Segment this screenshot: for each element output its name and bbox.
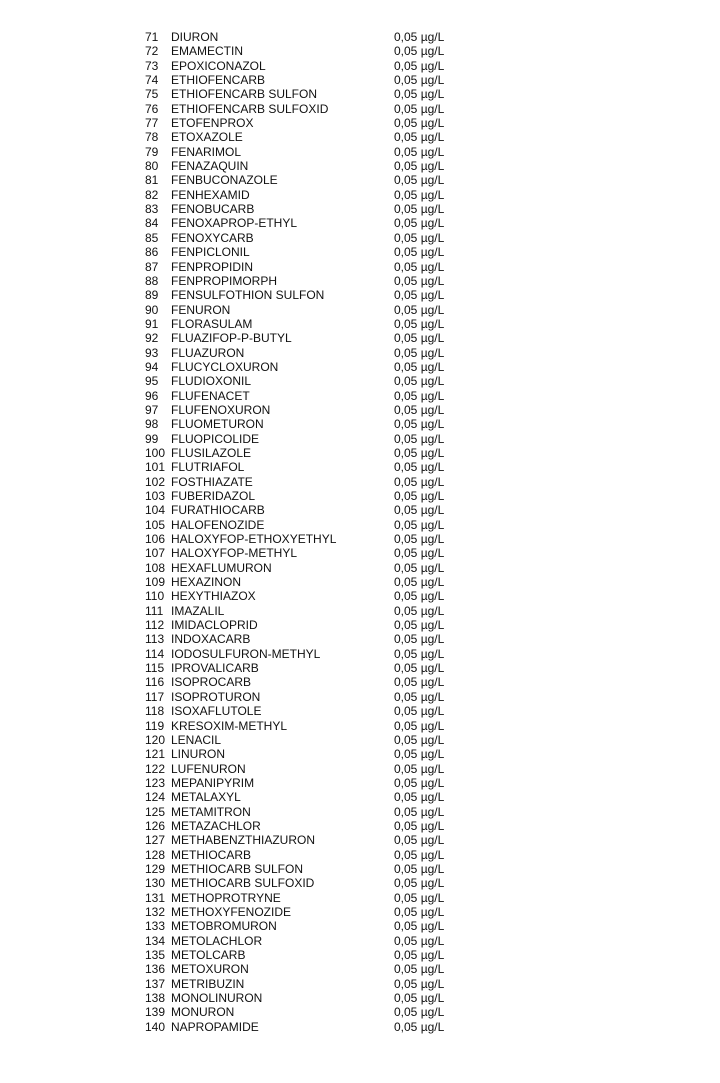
list-item — [145, 833, 475, 847]
limit-value: 0,05 µg/L — [394, 503, 445, 518]
substance-name: FENOXYCARB — [171, 230, 254, 245]
substance-name: KRESOXIM-METHYL — [171, 718, 288, 733]
substance-name: LENACIL — [171, 732, 222, 747]
list-item — [145, 934, 475, 948]
limit-value: 0,05 µg/L — [394, 1005, 445, 1020]
list-item — [145, 59, 475, 73]
list-item — [145, 432, 475, 446]
list-item — [145, 589, 475, 603]
row-number: 78 — [145, 130, 159, 145]
list-item — [145, 876, 475, 890]
limit-value: 0,05 µg/L — [394, 718, 445, 733]
substance-name: ETHIOFENCARB — [171, 73, 266, 88]
list-item — [145, 460, 475, 474]
row-number: 112 — [145, 618, 165, 633]
row-number: 81 — [145, 173, 159, 188]
substance-name: METHIOCARB SULFON — [171, 861, 304, 876]
list-item — [145, 561, 475, 575]
substance-name: FLORASULAM — [171, 316, 253, 331]
limit-value: 0,05 µg/L — [394, 589, 445, 604]
substance-name: ISOPROCARB — [171, 675, 252, 690]
substance-name: ETOXAZOLE — [171, 130, 243, 145]
limit-value: 0,05 µg/L — [394, 144, 445, 159]
substance-name: FLUDIOXONIL — [171, 374, 252, 389]
row-number: 72 — [145, 44, 159, 59]
substance-name: METOLACHLOR — [171, 933, 263, 948]
row-number: 93 — [145, 345, 159, 360]
row-number: 110 — [145, 589, 165, 604]
limit-value: 0,05 µg/L — [394, 603, 445, 618]
limit-value: 0,05 µg/L — [394, 173, 445, 188]
row-number: 130 — [145, 876, 166, 891]
substance-name: FENHEXAMID — [171, 187, 250, 202]
limit-value: 0,05 µg/L — [394, 833, 445, 848]
substance-name: MONURON — [171, 1005, 235, 1020]
row-number: 138 — [145, 991, 166, 1006]
substance-name: FENOXAPROP-ETHYL — [171, 216, 298, 231]
substance-name: FURATHIOCARB — [171, 503, 265, 518]
row-number: 83 — [145, 202, 159, 217]
row-number: 111 — [145, 603, 164, 618]
limit-value: 0,05 µg/L — [394, 933, 445, 948]
limit-value: 0,05 µg/L — [394, 632, 445, 647]
substance-name: FLUOMETURON — [171, 417, 264, 432]
limit-value: 0,05 µg/L — [394, 618, 445, 633]
row-number: 124 — [145, 790, 166, 805]
row-number: 120 — [145, 732, 166, 747]
row-number: 79 — [145, 144, 159, 159]
limit-value: 0,05 µg/L — [394, 259, 445, 274]
list-item — [145, 632, 475, 646]
list-item — [145, 503, 475, 517]
list-item — [145, 360, 475, 374]
row-number: 101 — [145, 460, 166, 475]
list-item — [145, 919, 475, 933]
substance-name: MEPANIPYRIM — [171, 775, 255, 790]
row-number: 71 — [145, 30, 159, 44]
substance-name: EMAMECTIN — [171, 44, 243, 59]
row-number: 116 — [145, 675, 165, 690]
substance-name: FENPICLONIL — [171, 245, 250, 260]
limit-value: 0,05 µg/L — [394, 302, 445, 317]
list-item — [145, 704, 475, 718]
row-number: 126 — [145, 818, 166, 833]
limit-value: 0,05 µg/L — [394, 861, 445, 876]
row-number: 140 — [145, 1019, 166, 1034]
row-number: 84 — [145, 216, 159, 231]
row-number: 105 — [145, 517, 166, 532]
substance-name: FENAZAQUIN — [171, 159, 249, 174]
substance-name: METOXURON — [171, 962, 249, 977]
substance-name: ETHIOFENCARB SULFOXID — [171, 101, 329, 116]
substance-name: FLUFENACET — [171, 388, 250, 403]
list-item — [145, 546, 475, 560]
list-item — [145, 747, 475, 761]
substance-name: FENPROPIDIN — [171, 259, 254, 274]
list-item — [145, 130, 475, 144]
list-item — [145, 173, 475, 187]
row-number: 91 — [145, 316, 159, 331]
limit-value: 0,05 µg/L — [394, 202, 445, 217]
list-item — [145, 116, 475, 130]
row-number: 132 — [145, 904, 166, 919]
limit-value: 0,05 µg/L — [394, 73, 445, 88]
row-number: 89 — [145, 288, 159, 303]
limit-value: 0,05 µg/L — [394, 417, 445, 432]
limit-value: 0,05 µg/L — [394, 675, 445, 690]
list-item — [145, 675, 475, 689]
row-number: 115 — [145, 661, 165, 676]
row-number: 113 — [145, 632, 165, 647]
limit-value: 0,05 µg/L — [394, 646, 445, 661]
limit-value: 0,05 µg/L — [394, 316, 445, 331]
row-number: 118 — [145, 704, 165, 719]
list-item — [145, 389, 475, 403]
limit-value: 0,05 µg/L — [394, 474, 445, 489]
list-item — [145, 977, 475, 991]
list-item — [145, 891, 475, 905]
limit-value: 0,05 µg/L — [394, 388, 445, 403]
list-item — [145, 905, 475, 919]
limit-value: 0,05 µg/L — [394, 689, 445, 704]
list-item — [145, 575, 475, 589]
limit-value: 0,05 µg/L — [394, 116, 445, 131]
limit-value: 0,05 µg/L — [394, 546, 445, 561]
substance-name: FENURON — [171, 302, 231, 317]
limit-value: 0,05 µg/L — [394, 460, 445, 475]
row-number: 74 — [145, 73, 159, 88]
list-item — [145, 216, 475, 230]
row-number: 88 — [145, 273, 159, 288]
limit-value: 0,05 µg/L — [394, 962, 445, 977]
limit-value: 0,05 µg/L — [394, 517, 445, 532]
substance-name: FLUAZIFOP-P-BUTYL — [171, 331, 292, 346]
row-number: 123 — [145, 775, 166, 790]
list-item — [145, 231, 475, 245]
substance-name: FLUOPICOLIDE — [171, 431, 260, 446]
substance-name: METOBROMURON — [171, 919, 277, 934]
substance-name: HEXYTHIAZOX — [171, 589, 256, 604]
limit-value: 0,05 µg/L — [394, 445, 445, 460]
list-item — [145, 274, 475, 288]
row-number: 131 — [145, 890, 166, 905]
limit-value: 0,05 µg/L — [394, 876, 445, 891]
substance-name: HEXAFLUMURON — [171, 560, 272, 575]
limit-value: 0,05 µg/L — [394, 230, 445, 245]
row-number: 128 — [145, 847, 166, 862]
row-number: 114 — [145, 646, 165, 661]
row-number: 87 — [145, 259, 159, 274]
list-item — [145, 862, 475, 876]
row-number: 77 — [145, 116, 159, 131]
substance-name: FENARIMOL — [171, 144, 242, 159]
limit-value: 0,05 µg/L — [394, 101, 445, 116]
row-number: 135 — [145, 948, 166, 962]
limit-value: 0,05 µg/L — [394, 359, 445, 374]
limit-value: 0,05 µg/L — [394, 30, 445, 44]
list-item — [145, 776, 475, 790]
list-item — [145, 446, 475, 460]
limit-value: 0,05 µg/L — [394, 402, 445, 417]
substance-name: METOLCARB — [171, 948, 246, 962]
substance-name: METHIOCARB SULFOXID — [171, 876, 315, 891]
row-number: 90 — [145, 302, 159, 317]
limit-value: 0,05 µg/L — [394, 58, 445, 73]
row-number: 99 — [145, 431, 159, 446]
limit-value: 0,05 µg/L — [394, 976, 445, 991]
list-item — [145, 1005, 475, 1019]
limit-value: 0,05 µg/L — [394, 159, 445, 174]
limit-value: 0,05 µg/L — [394, 245, 445, 260]
substance-name: ISOPROTURON — [171, 689, 261, 704]
list-item — [145, 188, 475, 202]
limit-value: 0,05 µg/L — [394, 560, 445, 575]
list-item — [145, 87, 475, 101]
limit-value: 0,05 µg/L — [394, 532, 445, 547]
limit-value: 0,05 µg/L — [394, 775, 445, 790]
limit-value: 0,05 µg/L — [394, 374, 445, 389]
row-number: 102 — [145, 474, 166, 489]
row-number: 109 — [145, 575, 166, 590]
list-item — [145, 303, 475, 317]
limit-value: 0,05 µg/L — [394, 904, 445, 919]
list-item — [145, 202, 475, 216]
list-item — [145, 331, 475, 345]
row-number: 104 — [145, 503, 166, 518]
row-number: 96 — [145, 388, 159, 403]
substance-name: ETHIOFENCARB SULFON — [171, 87, 318, 102]
substance-name: FENSULFOTHION SULFON — [171, 288, 325, 303]
substance-name: METHABENZTHIAZURON — [171, 833, 315, 848]
row-number: 122 — [145, 761, 166, 776]
row-number: 85 — [145, 230, 159, 245]
row-number: 137 — [145, 976, 166, 991]
substance-name: METHOXYFENOZIDE — [171, 904, 292, 919]
limit-value: 0,05 µg/L — [394, 288, 445, 303]
row-number: 136 — [145, 962, 166, 977]
list-item — [145, 762, 475, 776]
substance-name: DIURON — [171, 30, 219, 44]
limit-value: 0,05 µg/L — [394, 804, 445, 819]
limit-value: 0,05 µg/L — [394, 431, 445, 446]
limit-value: 0,05 µg/L — [394, 704, 445, 719]
list-item — [145, 346, 475, 360]
limit-value: 0,05 µg/L — [394, 273, 445, 288]
limit-value: 0,05 µg/L — [394, 818, 445, 833]
substance-name: ETOFENPROX — [171, 116, 254, 131]
list-item — [145, 30, 475, 44]
substance-name: INDOXACARB — [171, 632, 251, 647]
row-number: 75 — [145, 87, 159, 102]
row-number: 98 — [145, 417, 159, 432]
row-number: 76 — [145, 101, 159, 116]
substance-name: FLUFENOXURON — [171, 402, 271, 417]
row-number: 94 — [145, 359, 159, 374]
list-item — [145, 848, 475, 862]
substance-name: EPOXICONAZOL — [171, 58, 266, 73]
row-number: 103 — [145, 489, 166, 503]
limit-value: 0,05 µg/L — [394, 331, 445, 346]
list-item — [145, 661, 475, 675]
list-item — [145, 962, 475, 976]
list-item — [145, 489, 475, 503]
row-number: 86 — [145, 245, 159, 260]
substance-name: IMAZALIL — [171, 603, 225, 618]
list-item — [145, 719, 475, 733]
row-number: 127 — [145, 833, 166, 848]
limit-value: 0,05 µg/L — [394, 489, 445, 503]
list-item — [145, 73, 475, 87]
list-item — [145, 1020, 475, 1034]
substance-name: METAMITRON — [171, 804, 251, 819]
list-item — [145, 245, 475, 259]
list-item — [145, 805, 475, 819]
row-number: 92 — [145, 331, 159, 346]
substance-name: FENBUCONAZOLE — [171, 173, 278, 188]
substance-name: METHIOCARB — [171, 847, 252, 862]
substance-list — [145, 30, 475, 1034]
list-item — [145, 403, 475, 417]
row-number: 108 — [145, 560, 166, 575]
limit-value: 0,05 µg/L — [394, 847, 445, 862]
row-number: 139 — [145, 1005, 166, 1020]
limit-value: 0,05 µg/L — [394, 747, 445, 762]
limit-value: 0,05 µg/L — [394, 790, 445, 805]
list-item — [145, 733, 475, 747]
list-item — [145, 417, 475, 431]
list-item — [145, 44, 475, 58]
substance-name: FENPROPIMORPH — [171, 273, 278, 288]
substance-name: FUBERIDAZOL — [171, 489, 256, 503]
substance-name: FLUCYCLOXURON — [171, 359, 279, 374]
row-number: 107 — [145, 546, 166, 561]
row-number: 129 — [145, 861, 166, 876]
substance-name: METALAXYL — [171, 790, 241, 805]
limit-value: 0,05 µg/L — [394, 732, 445, 747]
substance-name: IPROVALICARB — [171, 661, 259, 676]
limit-value: 0,05 µg/L — [394, 761, 445, 776]
list-item — [145, 102, 475, 116]
substance-name: METRIBUZIN — [171, 976, 245, 991]
list-item — [145, 374, 475, 388]
row-number: 117 — [145, 689, 165, 704]
row-number: 133 — [145, 919, 166, 934]
substance-name: MONOLINURON — [171, 991, 263, 1006]
row-number: 119 — [145, 718, 165, 733]
list-item — [145, 475, 475, 489]
row-number: 73 — [145, 58, 159, 73]
list-item — [145, 604, 475, 618]
row-number: 106 — [145, 532, 166, 547]
row-number: 95 — [145, 374, 159, 389]
substance-name: METAZACHLOR — [171, 818, 261, 833]
limit-value: 0,05 µg/L — [394, 187, 445, 202]
limit-value: 0,05 µg/L — [394, 919, 445, 934]
substance-name: HEXAZINON — [171, 575, 242, 590]
limit-value: 0,05 µg/L — [394, 991, 445, 1006]
row-number: 100 — [145, 445, 166, 460]
limit-value: 0,05 µg/L — [394, 345, 445, 360]
substance-name: LUFENURON — [171, 761, 246, 776]
substance-name: HALOFENOZIDE — [171, 517, 265, 532]
row-number: 82 — [145, 187, 159, 202]
substance-name: NAPROPAMIDE — [171, 1019, 259, 1034]
list-item — [145, 991, 475, 1005]
row-number: 121 — [145, 747, 166, 762]
list-item — [145, 532, 475, 546]
substance-name: IMIDACLOPRID — [171, 618, 258, 633]
limit-value: 0,05 µg/L — [394, 1019, 445, 1034]
row-number: 125 — [145, 804, 166, 819]
list-item — [145, 159, 475, 173]
limit-value: 0,05 µg/L — [394, 44, 445, 59]
substance-name: FENOBUCARB — [171, 202, 255, 217]
list-item — [145, 819, 475, 833]
list-item — [145, 145, 475, 159]
substance-name: FLUTRIAFOL — [171, 460, 245, 475]
substance-name: ISOXAFLUTOLE — [171, 704, 262, 719]
list-item — [145, 690, 475, 704]
substance-name: FLUAZURON — [171, 345, 245, 360]
substance-name: IODOSULFURON-METHYL — [171, 646, 321, 661]
list-item — [145, 647, 475, 661]
limit-value: 0,05 µg/L — [394, 87, 445, 102]
list-item — [145, 790, 475, 804]
limit-value: 0,05 µg/L — [394, 130, 445, 145]
limit-value: 0,05 µg/L — [394, 575, 445, 590]
substance-name: HALOXYFOP-METHYL — [171, 546, 298, 561]
row-number: 97 — [145, 402, 159, 417]
limit-value: 0,05 µg/L — [394, 661, 445, 676]
limit-value: 0,05 µg/L — [394, 948, 445, 962]
row-number: 80 — [145, 159, 159, 174]
list-item — [145, 948, 475, 962]
substance-name: FLUSILAZOLE — [171, 445, 252, 460]
substance-name: FOSTHIAZATE — [171, 474, 253, 489]
substance-name: LINURON — [171, 747, 226, 762]
limit-value: 0,05 µg/L — [394, 216, 445, 231]
row-number: 134 — [145, 933, 166, 948]
list-item — [145, 518, 475, 532]
limit-value: 0,05 µg/L — [394, 890, 445, 905]
substance-name: HALOXYFOP-ETHOXYETHYL — [171, 532, 337, 547]
list-item — [145, 260, 475, 274]
list-item — [145, 317, 475, 331]
list-item — [145, 618, 475, 632]
substance-name: METHOPROTRYNE — [171, 890, 281, 905]
list-item — [145, 288, 475, 302]
